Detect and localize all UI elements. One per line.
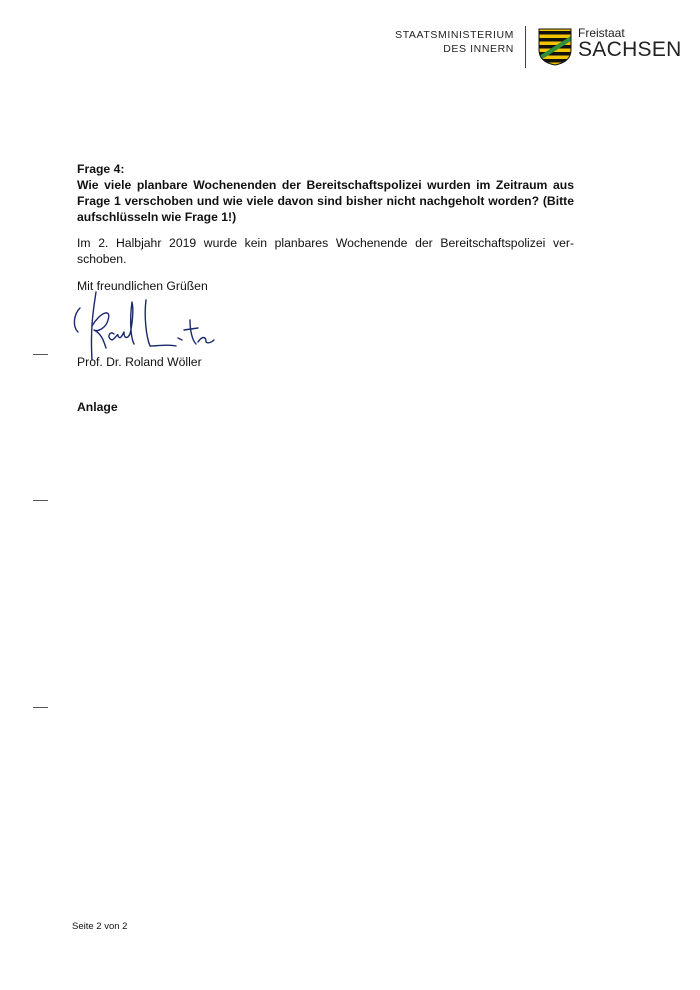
attachment-label: Anlage [77,400,118,414]
ministry-name-line1: STAATSMINISTERIUM [395,29,514,41]
answer-text: Im 2. Halbjahr 2019 wurde kein planbares Wochenende der Bereitschaftspolizei verschoben. [77,236,574,266]
fold-mark [33,707,48,708]
ministry-name [395,28,514,56]
saxony-coat-of-arms-icon [538,28,572,66]
header-divider [525,26,526,68]
state-name-large: SACHSEN [578,38,682,61]
question-text: Wie viele planbare Wochenenden der Bereitschaftspolizei wurden im Zeitraum aus Frage 1 verschoben und wie viele davon sind bisher nicht nachgeholt worden? (Bitte aufschlüsseln wie Frage 1!) [77,178,574,224]
question-heading: Frage 4: [77,162,125,176]
closing-salutation: Mit freundlichen Grüßen [77,279,208,293]
page-number: Seite 2 von 2 [72,921,128,932]
ministry-name-line2: DES INNERN [443,43,514,55]
fold-mark [33,354,48,355]
punch-mark [33,500,48,501]
state-name-small: Freistaat [578,26,625,40]
signer-name: Prof. Dr. Roland Wöller [77,355,202,369]
